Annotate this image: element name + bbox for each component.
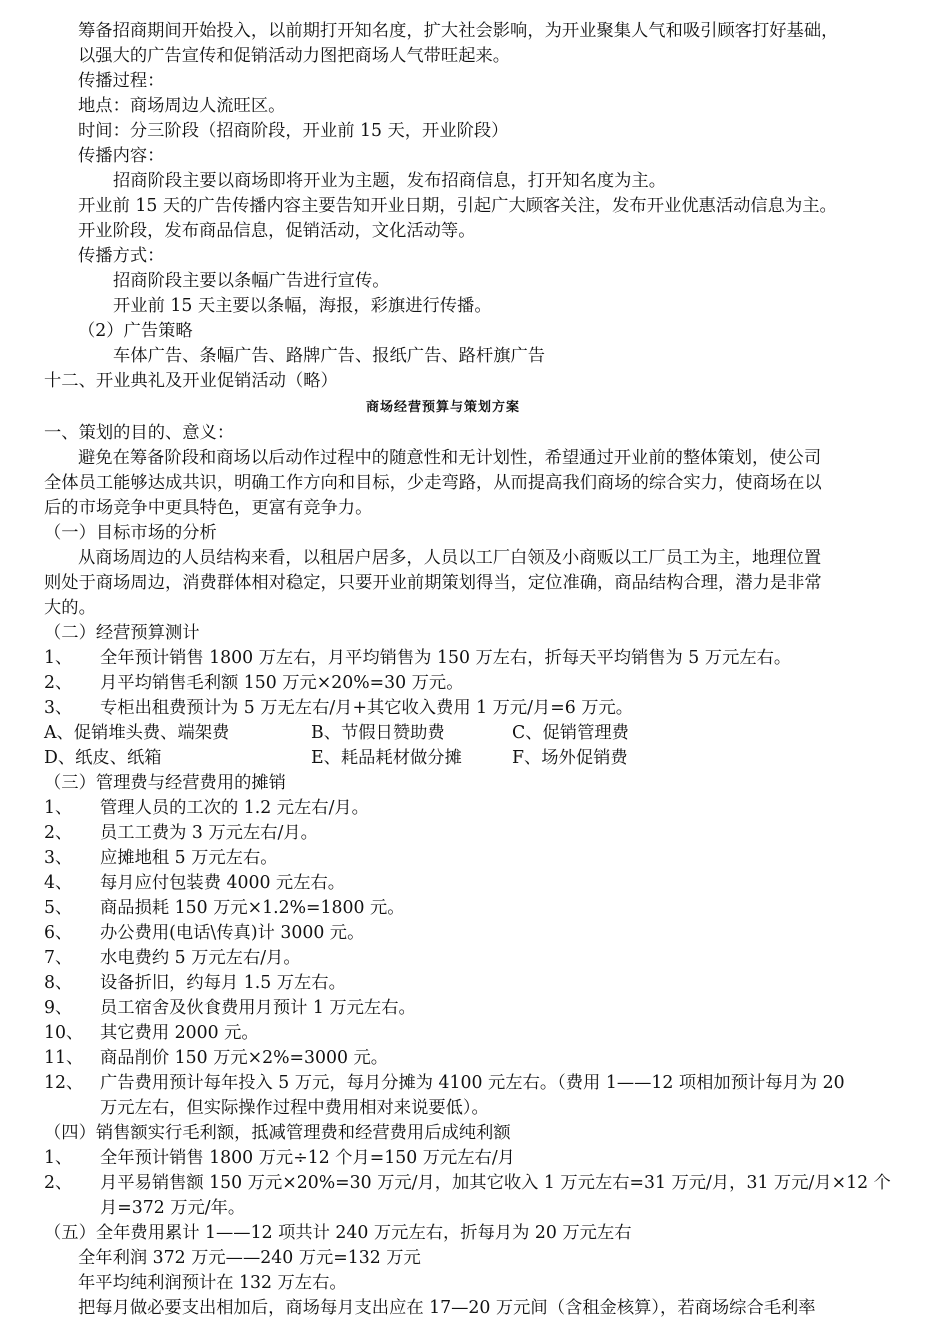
section-heading: （五）全年费用累计 1——12 项共计 240 万元左右，折每月为 20 万元左右 xyxy=(44,1223,632,1243)
cost-item: C、促销管理费 xyxy=(512,723,629,743)
paragraph-line: 大的。 xyxy=(44,598,96,618)
list-item-continuation: 万元左右，但实际操作过程中费用相对来说要低）。 xyxy=(100,1098,489,1118)
section-heading: （四）销售额实行毛利额，抵减管理费和经营费用后成纯利额 xyxy=(44,1123,511,1143)
list-item: 员工工费为 3 万元左右/月。 xyxy=(100,823,318,843)
list-item: 广告费用预计每年投入 5 万元，每月分摊为 4100 元左右。（费用 1——12 项相加预计每月为 20 xyxy=(100,1073,845,1093)
list-item: 商品削价 150 万元×2%=3000 元。 xyxy=(100,1048,389,1068)
list-number: 11、 xyxy=(44,1048,84,1068)
paragraph-line: 全年利润 372 万元——240 万元=132 万元 xyxy=(78,1248,421,1268)
list-number: 2、 xyxy=(44,1173,73,1193)
paragraph-line: 把每月做必要支出相加后，商场每月支出应在 17—20 万元间（含租金核算），若商场综合毛利率 xyxy=(78,1298,816,1318)
paragraph-line: 全体员工能够达成共识，明确工作方向和目标，少走弯路，从而提高我们商场的综合实力，使商场在以 xyxy=(44,473,822,493)
cost-item: B、节假日赞助费 xyxy=(311,723,445,743)
heading-line: 传播方式： xyxy=(78,246,165,266)
list-item: 每月应付包装费 4000 元左右。 xyxy=(100,873,346,893)
heading-line: 传播内容： xyxy=(78,146,165,166)
list-item: 设备折旧，约每月 1.5 万左右。 xyxy=(100,973,346,993)
list-item: 办公费用(电话\传真)计 3000 元。 xyxy=(100,923,365,943)
cost-item: F、场外促销费 xyxy=(512,748,628,768)
paragraph-line: 开业前 15 天的广告传播内容主要告知开业日期，引起广大顾客关注，发布开业优惠活动信息为主。 xyxy=(78,196,837,216)
list-number: 1、 xyxy=(44,1148,73,1168)
list-number: 3、 xyxy=(44,698,73,718)
list-number: 1、 xyxy=(44,648,73,668)
list-number: 2、 xyxy=(44,823,73,843)
list-item: 管理人员的工次的 1.2 元左右/月。 xyxy=(100,798,369,818)
paragraph-line: 开业阶段，发布商品信息，促销活动，文化活动等。 xyxy=(78,221,476,241)
list-item: 商品损耗 150 万元×1.2%=1800 元。 xyxy=(100,898,405,918)
paragraph-line: 开业前 15 天主要以条幅，海报，彩旗进行传播。 xyxy=(113,296,492,316)
list-item: 水电费约 5 万元左右/月。 xyxy=(100,948,301,968)
paragraph-line: 招商阶段主要以条幅广告进行宣传。 xyxy=(113,271,390,291)
list-number: 3、 xyxy=(44,848,73,868)
paragraph-line: 则处于商场周边，消费群体相对稳定，只要开业前期策划得当，定位准确，商品结构合理，潜力是非常 xyxy=(44,573,822,593)
list-item: 员工宿舍及伙食费用月预计 1 万元左右。 xyxy=(100,998,416,1018)
list-number: 12、 xyxy=(44,1073,84,1093)
list-number: 7、 xyxy=(44,948,73,968)
section-heading: （三）管理费与经营费用的摊销 xyxy=(44,773,286,793)
list-item: 应摊地租 5 万元左右。 xyxy=(100,848,278,868)
list-item: 全年预计销售 1800 万元÷12 个月=150 万元左右/月 xyxy=(100,1148,515,1168)
paragraph-line: 时间：分三阶段（招商阶段，开业前 15 天，开业阶段） xyxy=(78,121,509,141)
cost-item: D、纸皮、纸箱 xyxy=(44,748,162,768)
paragraph-line: 车体广告、条幅广告、路牌广告、报纸广告、路杆旗广告 xyxy=(113,346,546,366)
section-heading: 十二、开业典礼及开业促销活动（略） xyxy=(44,371,338,391)
paragraph-line: 地点：商场周边人流旺区。 xyxy=(78,96,286,116)
list-item: 月平易销售额 150 万元×20%=30 万元/月，加其它收入 1 万元左右=31 万元/月，31 万元/月×12 个 xyxy=(100,1173,891,1193)
cost-item: E、耗品耗材做分摊 xyxy=(311,748,462,768)
list-item: 专柜出租费预计为 5 万无左右/月+其它收入费用 1 万元/月=6 万元。 xyxy=(100,698,634,718)
list-number: 1、 xyxy=(44,798,73,818)
paragraph-line: 避免在筹备阶段和商场以后动作过程中的随意性和无计划性，希望通过开业前的整体策划，使公司 xyxy=(78,448,822,468)
section-heading: （二）经营预算测计 xyxy=(44,623,200,643)
list-number: 5、 xyxy=(44,898,73,918)
heading-line: 传播过程： xyxy=(78,71,165,91)
list-number: 9、 xyxy=(44,998,73,1018)
section-heading: 一、策划的目的、意义： xyxy=(44,423,235,443)
list-number: 8、 xyxy=(44,973,73,993)
list-number: 2、 xyxy=(44,673,73,693)
paragraph-line: 招商阶段主要以商场即将开业为主题，发布招商信息，打开知名度为主。 xyxy=(113,171,667,191)
section-heading: （2）广告策略 xyxy=(78,321,193,341)
paragraph-line: 后的市场竞争中更具特色，更富有竞争力。 xyxy=(44,498,373,518)
section-heading: （一）目标市场的分析 xyxy=(44,523,217,543)
list-item: 全年预计销售 1800 万左右，月平均销售为 150 万左右，折每天平均销售为 5 万元左右。 xyxy=(100,648,792,668)
list-item-continuation: 月=372 万元/年。 xyxy=(100,1198,246,1218)
document-title: 商场经营预算与策划方案 xyxy=(366,400,521,415)
list-number: 4、 xyxy=(44,873,73,893)
paragraph-line: 年平均纯利润预计在 132 万左右。 xyxy=(78,1273,347,1293)
list-item: 月平均销售毛利额 150 万元×20%=30 万元。 xyxy=(100,673,464,693)
cost-item: A、促销堆头费、端架费 xyxy=(44,723,230,743)
paragraph-line: 筹备招商期间开始投入，以前期打开知名度，扩大社会影响，为开业聚集人气和吸引顾客打好基础， xyxy=(78,21,839,41)
list-item: 其它费用 2000 元。 xyxy=(100,1023,259,1043)
paragraph-line: 以强大的广告宣传和促销活动力图把商场人气带旺起来。 xyxy=(78,46,511,66)
list-number: 10、 xyxy=(44,1023,84,1043)
list-number: 6、 xyxy=(44,923,73,943)
paragraph-line: 从商场周边的人员结构来看，以租居户居多，人员以工厂白领及小商贩以工厂员工为主，地理位置 xyxy=(78,548,822,568)
